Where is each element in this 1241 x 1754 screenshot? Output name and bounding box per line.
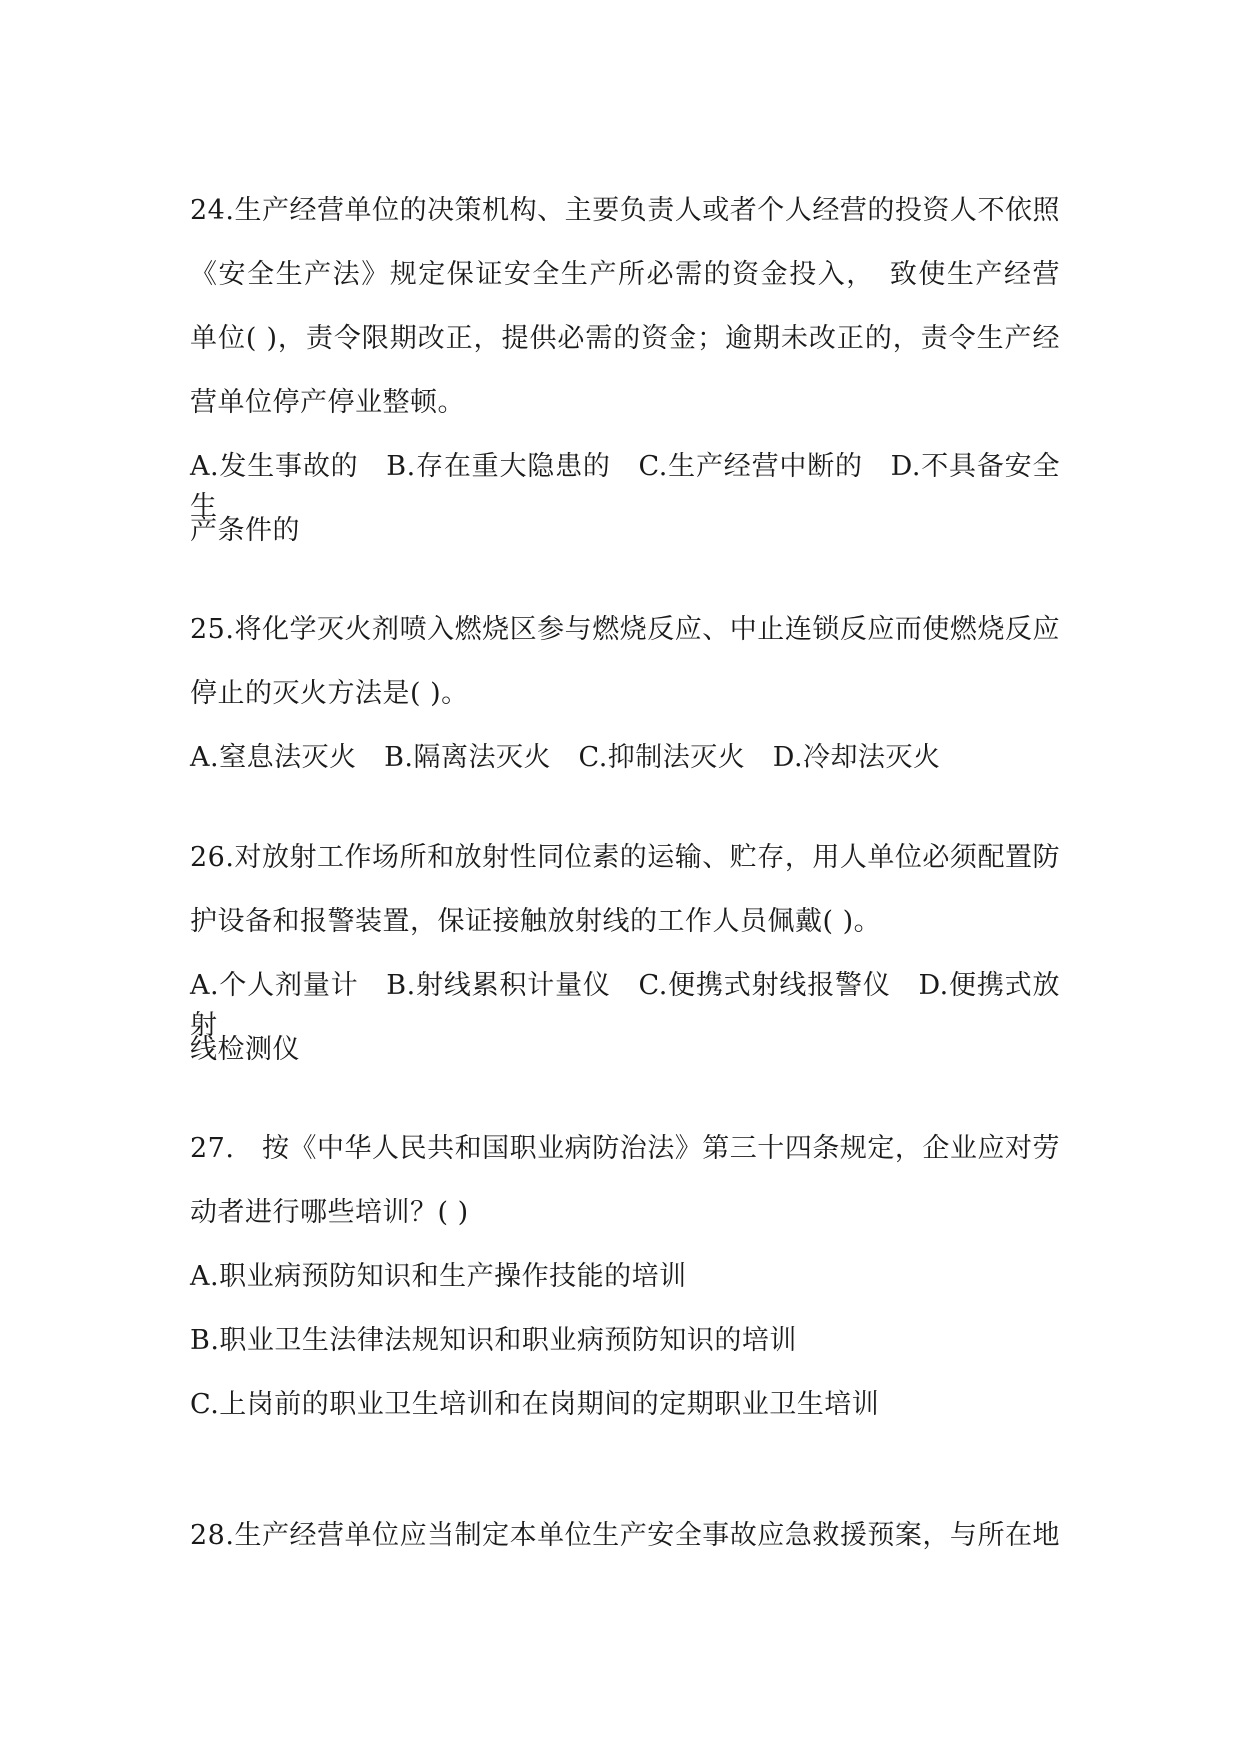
question-27-line-1: 27. 按《中华人民共和国职业病防治法》第三十四条规定，企业应对劳 [190,1133,1060,1164]
question-25-line-2: 停止的灭火方法是( )。 [190,678,469,709]
question-24-options-line-1: A.发生事故的 B.存在重大隐患的 C.生产经营中断的 D.不具备安全生 [190,451,1060,522]
question-27-line-2: 动者进行哪些培训？( ) [190,1197,469,1228]
question-24-line-2: 《安全生产法》规定保证安全生产所必需的资金投入， 致使生产经营 [190,259,1060,290]
question-24-line-1: 24.生产经营单位的决策机构、主要负责人或者个人经营的投资人不依照 [190,195,1060,226]
question-25-line-1: 25.将化学灭火剂喷入燃烧区参与燃烧反应、中止连锁反应而使燃烧反应 [190,614,1060,645]
question-28-line-1: 28.生产经营单位应当制定本单位生产安全事故应急救援预案，与所在地 [190,1520,1060,1551]
question-26-line-1: 26.对放射工作场所和放射性同位素的运输、贮存，用人单位必须配置防 [190,842,1060,873]
question-26-options-line-1: A.个人剂量计 B.射线累积计量仪 C.便携式射线报警仪 D.便携式放射 [190,970,1060,1041]
question-26-line-2: 护设备和报警装置，保证接触放射线的工作人员佩戴( )。 [190,906,882,937]
question-25-options: A.窒息法灭火 B.隔离法灭火 C.抑制法灭火 D.冷却法灭火 [190,742,941,773]
question-27-option-b: B.职业卫生法律法规知识和职业病预防知识的培训 [190,1325,797,1356]
question-24-line-3: 单位( )，责令限期改正，提供必需的资金；逾期未改正的，责令生产经 [190,323,1060,354]
question-26-options-line-2: 线检测仪 [190,1034,300,1065]
question-24-options-line-2: 产条件的 [190,515,300,546]
question-27-option-c: C.上岗前的职业卫生培训和在岗期间的定期职业卫生培训 [190,1389,880,1420]
question-24-line-4: 营单位停产停业整顿。 [190,387,465,418]
question-27-option-a: A.职业病预防知识和生产操作技能的培训 [190,1261,687,1292]
